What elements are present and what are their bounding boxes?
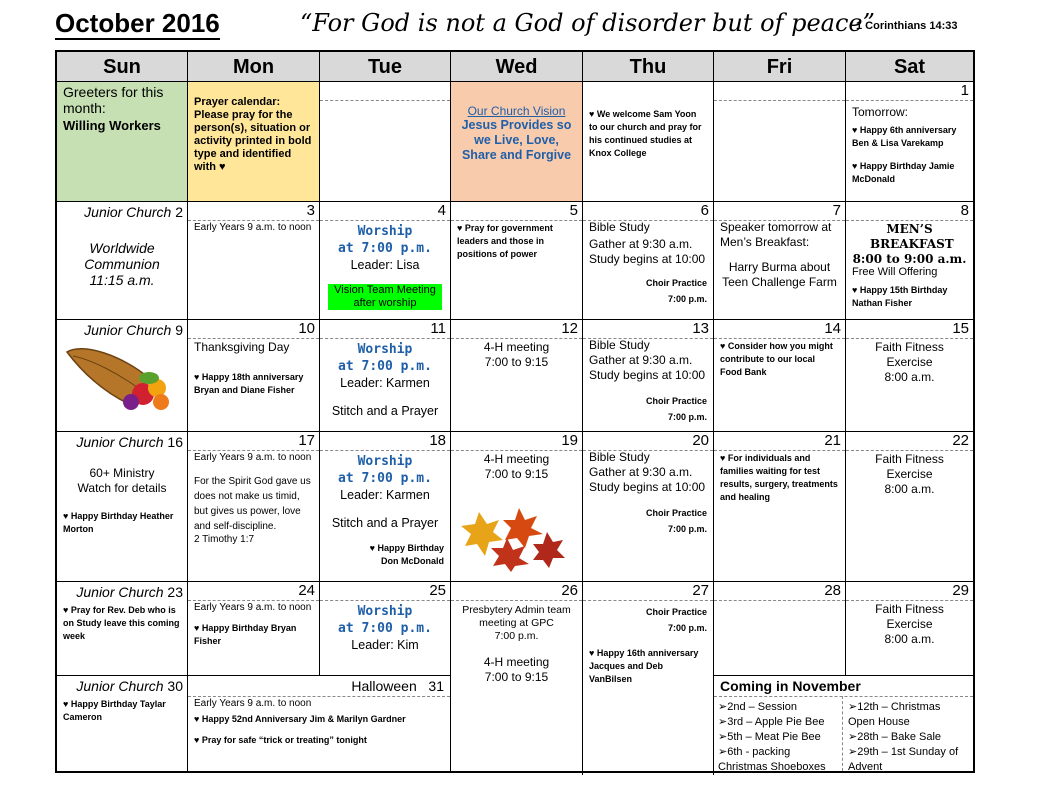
choir-practice: Choir Practice [645, 508, 707, 518]
autumn-leaves-icon [459, 502, 571, 572]
date-number: 7 [832, 202, 841, 219]
greeters-name: Willing Workers [63, 118, 161, 133]
cell-oct-17 [188, 432, 320, 582]
cell-oct-25 [320, 582, 451, 676]
cell-oct-28 [714, 582, 846, 676]
date-number: 19 [561, 432, 578, 449]
cell-oct-7 [714, 202, 846, 320]
ministry-watch: Watch for details [77, 481, 167, 495]
worship-time: at 7:00 p.m. [338, 359, 432, 374]
page-title: October 2016 [55, 8, 220, 38]
cell-prayer-calendar [188, 82, 320, 202]
worship-time: at 7:00 p.m. [338, 241, 432, 256]
date-number: 28 [824, 582, 841, 599]
worship-time: at 7:00 p.m. [338, 471, 432, 486]
cell-oct-11 [320, 320, 451, 432]
vision-body: Jesus Provides so we Live, Love, Share and Forgive [461, 118, 572, 162]
anniversary-note: ♥ Happy 16th anniversary Jacques and Deb VanBilsen [583, 635, 713, 688]
cell-greeters [57, 82, 188, 202]
cell-oct-31 [188, 676, 451, 771]
cell-oct-20 [583, 432, 714, 582]
date-number: 8 [960, 202, 969, 219]
cell-oct-3 [188, 202, 320, 320]
date-number: 22 [952, 432, 969, 449]
bible-begin: Study begins at 10:00 [589, 252, 706, 266]
cell-welcome [583, 82, 714, 202]
birthday-note: ♥ Happy Birthday Don McDonald [320, 530, 450, 568]
anniversary-note: ♥ Happy 18th anniversary Bryan and Diane Fisher [188, 357, 319, 399]
junior-church-label: Junior Church 23 [76, 584, 183, 600]
anniversary-note: ♥ Happy 6th anniversary Ben & Lisa Varekamp [846, 122, 973, 152]
scripture-text: For the Spirit God gave us does not make us timid, but gives us power, love and self-discipline. [194, 476, 311, 532]
choir-time: 7:00 p.m. [667, 412, 707, 422]
bible-study: Bible Study [589, 450, 650, 464]
faith-fitness-exercise: Exercise [886, 355, 933, 369]
date-number: 21 [824, 432, 841, 449]
prayer-note: ♥ Pray for Rev. Deb who is on Study leave this coming week [57, 582, 187, 645]
cell-oct-12 [451, 320, 583, 432]
november-list-right [848, 700, 970, 771]
calendar-grid [55, 50, 975, 773]
faith-fitness-time: 8:00 a.m. [884, 482, 935, 496]
faith-fitness-time: 8:00 a.m. [884, 632, 935, 646]
cell-oct-24 [188, 582, 320, 676]
cell-oct-13 [583, 320, 714, 432]
stitch-prayer: Stitch and a Prayer [331, 516, 439, 530]
junior-church-label: Junior Church 9 [84, 322, 183, 338]
birthday-note: ♥ Happy Birthday Heather Morton [57, 496, 187, 538]
birthday-note: ♥ Happy Birthday Taylar Cameron [57, 676, 187, 726]
november-item: ➢3rd – Apple Pie Bee [718, 716, 825, 728]
date-number: 15 [952, 320, 969, 337]
november-list-left [718, 700, 842, 771]
date-number: 25 [429, 582, 446, 599]
cell-oct-19 [451, 432, 583, 582]
worship-leader: Leader: Karmen [340, 376, 430, 390]
mens-breakfast-title: MEN’S BREAKFAST [870, 222, 954, 251]
choir-time: 7:00 p.m. [667, 524, 707, 534]
4h-meeting: 4-H meeting [483, 452, 550, 466]
cell-oct-14 [714, 320, 846, 432]
presbytery-meeting: Presbytery Admin team meeting at GPC [462, 604, 571, 629]
welcome-note: ♥ We welcome Sam Yoon to our church and pray for his continued studies at Knox College [583, 82, 713, 162]
date-number: 5 [569, 202, 578, 219]
mens-breakfast-time: 8:00 to 9:00 a.m. [852, 252, 967, 266]
worship-label: Worship [357, 454, 413, 469]
faith-fitness-title: Faith Fitness [875, 452, 944, 466]
prayer-note: ♥ Pray for government leaders and those in positions of power [451, 202, 582, 263]
bible-begin: Study begins at 10:00 [589, 480, 706, 494]
presbytery-time: 7:00 p.m. [494, 630, 539, 642]
date-number: 26 [561, 582, 578, 599]
worship-leader: Leader: Karmen [340, 488, 430, 502]
early-years-note: Early Years 9 a.m. to noon [194, 222, 312, 233]
cell-oct-8 [846, 202, 973, 320]
choir-practice: Choir Practice [645, 396, 707, 406]
bible-gather: Gather at 9:30 a.m. [589, 465, 693, 479]
birthday-note: ♥ Happy Birthday Jamie McDonald [846, 158, 973, 188]
cell-oct-10 [188, 320, 320, 432]
date-number: 4 [437, 202, 446, 219]
faith-fitness-exercise: Exercise [886, 617, 933, 631]
junior-church-label: Junior Church 16 [76, 434, 183, 450]
faith-fitness-title: Faith Fitness [875, 340, 944, 354]
4h-time: 7:00 to 9:15 [484, 670, 549, 684]
worship-label: Worship [357, 342, 413, 357]
4h-time: 7:00 to 9:15 [484, 355, 549, 369]
day-header-tue: Tue [320, 52, 451, 82]
verse-reference: 1 Corinthians 14:33 [856, 20, 958, 32]
november-item: ➢12th – Christmas Open House [848, 701, 941, 728]
stitch-prayer: Stitch and a Prayer [331, 404, 439, 418]
bible-study: Bible Study [589, 338, 650, 352]
worship-label: Worship [357, 224, 413, 239]
november-item: ➢29th – 1st Sunday of Advent [848, 746, 959, 771]
date-number: 3 [306, 202, 315, 219]
cell-oct-9 [57, 320, 188, 432]
faith-fitness-time: 8:00 a.m. [884, 370, 935, 384]
date-number: 20 [692, 432, 709, 449]
day-header-sat: Sat [846, 52, 973, 82]
cell-oct-18 [320, 432, 451, 582]
cell-empty-tue [320, 82, 451, 202]
day-header-fri: Fri [714, 52, 846, 82]
prayer-note: ♥ For individuals and families waiting for test results, surgery, treatments and healing [714, 432, 845, 506]
trick-or-treat-note: ♥ Pray for safe “trick or treating” tonight [188, 728, 450, 749]
date-number: 13 [692, 320, 709, 337]
communion-note: Worldwide Communion 11:15 a.m. [84, 240, 160, 288]
bible-begin: Study begins at 10:00 [589, 368, 706, 382]
header-verse: “For God is not a God of disorder but of peace” [300, 9, 875, 37]
early-years-note: Early Years 9 a.m. to noon [194, 698, 312, 709]
choir-time: 7:00 p.m. [667, 294, 707, 304]
speaker-note: Speaker tomorrow at Men’s Breakfast: [720, 220, 832, 249]
cell-oct-5 [451, 202, 583, 320]
scripture-reference: 2 Timothy 1:7 [194, 534, 255, 545]
birthday-note: ♥ Happy 15th Birthday Nathan Fisher [846, 280, 973, 312]
worship-leader: Leader: Kim [351, 638, 419, 652]
cell-oct-6 [583, 202, 714, 320]
date-number: 10 [298, 320, 315, 337]
4h-time: 7:00 to 9:15 [484, 467, 549, 481]
cell-oct-15 [846, 320, 973, 432]
choir-time: 7:00 p.m. [667, 623, 707, 633]
birthday-note: ♥ Happy Birthday Bryan Fisher [188, 616, 319, 650]
vision-team-meeting: Vision Team Meeting after worship [328, 284, 442, 310]
junior-church-label: Junior Church 2 [84, 204, 183, 220]
ministry-title: 60+ Ministry [89, 466, 155, 480]
bible-study: Bible Study [589, 220, 650, 234]
cell-oct-1 [846, 82, 973, 202]
date-number: 29 [952, 582, 969, 599]
day-header-wed: Wed [451, 52, 583, 82]
thanksgiving-title: Thanksgiving Day [194, 340, 290, 354]
cell-church-vision [451, 82, 583, 202]
day-header-thu: Thu [583, 52, 714, 82]
cell-oct-29 [846, 582, 973, 676]
food-bank-note: ♥ Consider how you might contribute to our local Food Bank [714, 320, 845, 381]
cell-oct-21 [714, 432, 846, 582]
early-years-note: Early Years 9 a.m. to noon [194, 602, 312, 613]
faith-fitness-title: Faith Fitness [875, 602, 944, 616]
date-number: 12 [561, 320, 578, 337]
date-number: 18 [429, 432, 446, 449]
anniversary-note: ♥ Happy 52nd Anniversary Jim & Marilyn Gardner [188, 711, 450, 728]
bible-gather: Gather at 9:30 a.m. [589, 353, 693, 367]
date-number: 17 [298, 432, 315, 449]
day-header-mon: Mon [188, 52, 320, 82]
worship-label: Worship [357, 604, 413, 619]
prayer-note: Prayer calendar: Please pray for the person(s), situation or activity printed in bold type and identified with ♥ [194, 96, 312, 173]
choir-practice: Choir Practice [645, 278, 707, 288]
4h-meeting: 4-H meeting [483, 655, 550, 669]
cell-oct-22 [846, 432, 973, 582]
choir-practice: Choir Practice [645, 607, 707, 617]
faith-fitness-exercise: Exercise [886, 467, 933, 481]
cell-empty-fri [714, 82, 846, 202]
vision-title: Our Church Vision [467, 104, 566, 118]
date-number: 1 [960, 82, 969, 99]
worship-leader: Leader: Lisa [350, 258, 420, 272]
cell-oct-27 [583, 582, 714, 775]
november-title: Coming in November [720, 678, 861, 694]
date-number: 11 [430, 320, 446, 337]
cell-oct-4 [320, 202, 451, 320]
junior-church-label: Junior Church 30 [76, 678, 183, 694]
cell-oct-26 [451, 582, 583, 775]
date-number: 27 [692, 582, 709, 599]
day-header-sun: Sun [57, 52, 188, 82]
4h-meeting: 4-H meeting [483, 340, 550, 354]
speaker-name: Harry Burma about Teen Challenge Farm [722, 260, 837, 289]
date-number: 14 [824, 320, 841, 337]
early-years-note: Early Years 9 a.m. to noon [194, 452, 312, 463]
cell-oct-23 [57, 582, 188, 676]
cell-oct-30 [57, 676, 188, 771]
cell-oct-2 [57, 202, 188, 320]
date-number: 24 [298, 582, 315, 599]
november-item: ➢6th - packing Christmas Shoeboxes [718, 746, 826, 771]
worship-time: at 7:00 p.m. [338, 621, 432, 636]
tomorrow-label: Tomorrow: [852, 105, 909, 119]
cell-oct-16 [57, 432, 188, 582]
november-item: ➢28th – Bake Sale [848, 731, 942, 743]
bible-gather: Gather at 9:30 a.m. [589, 237, 693, 251]
coming-in-november [714, 676, 973, 771]
november-item: ➢5th – Meat Pie Bee [718, 731, 821, 743]
cornucopia-icon [63, 338, 175, 413]
date-number: 6 [700, 202, 709, 219]
free-will-offering: Free Will Offering [852, 266, 938, 278]
halloween-label: Halloween 31 [351, 678, 444, 694]
november-item: ➢2nd – Session [718, 701, 797, 713]
greeters-label: Greeters for this month: [63, 84, 164, 116]
